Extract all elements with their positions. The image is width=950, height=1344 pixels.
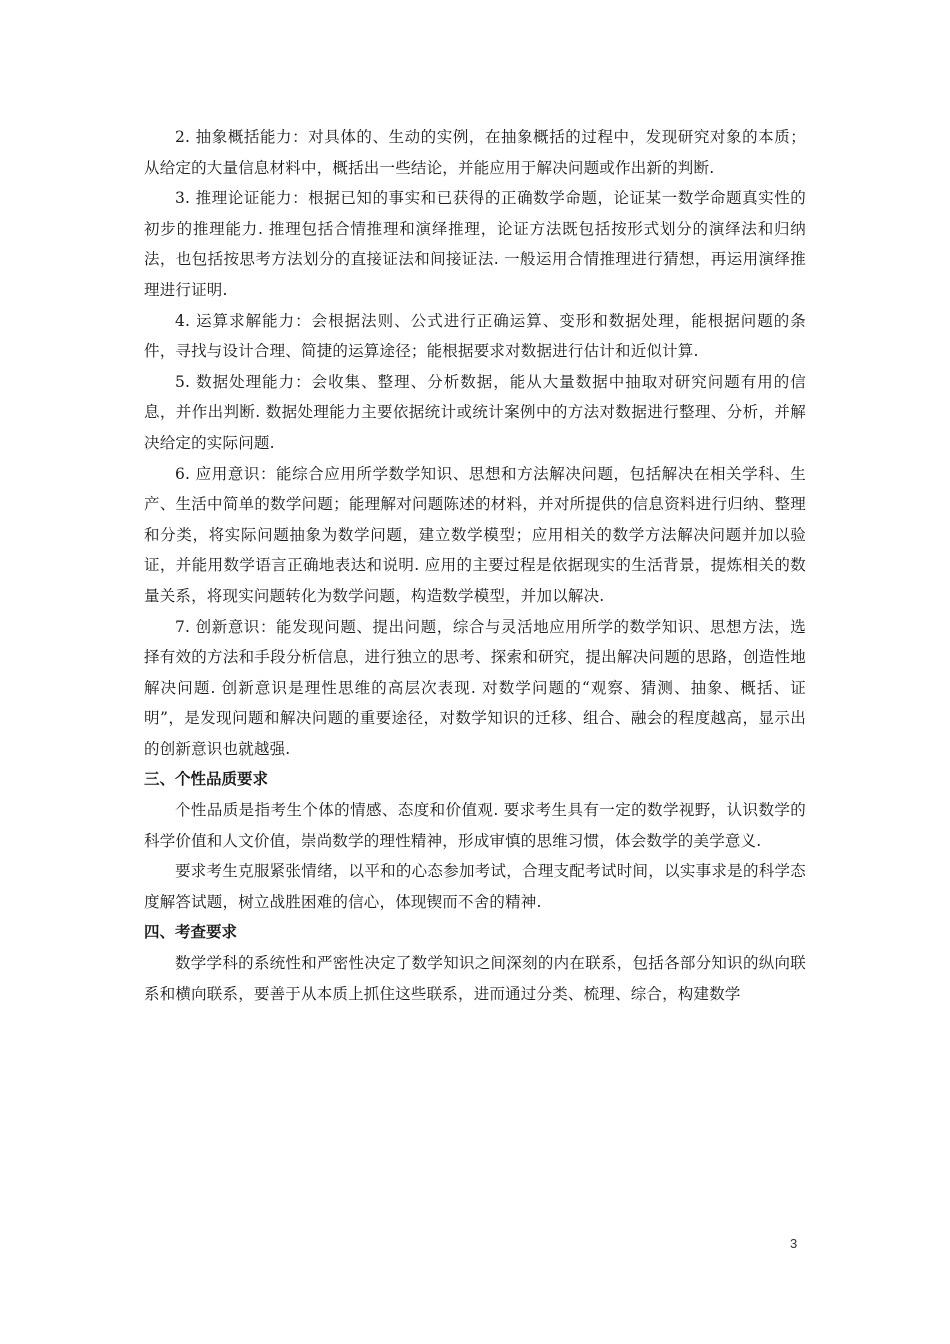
paragraph-innovation-awareness: 7. 创新意识：能发现问题、提出问题，综合与灵活地应用所学的数学知识、思想方法，选择有效的方法和手段分析信息，进行独立的思考、探索和研究，提出解决问题的思路，创造性地解决问题. 创新意识是理性思维的高层次表现. 对数学问题的“观察、猜测、抽象、概括、证明”，是发现问题和解决问题的重要途径，对数学知识的迁移、组合、融会的程度越高，显示出的创新意识也就越强. [144,617,806,758]
paragraph-math-systematic: 数学学科的系统性和严密性决定了数学知识之间深刻的内在联系，包括各部分知识的纵向联系和横向联系，要善于从本质上抓住这些联系，进而通过分类、梳理、综合，构建数学 [144,954,806,1003]
paragraph-data-processing-ability: 5. 数据处理能力：会收集、整理、分析数据，能从大量数据中抽取对研究问题有用的信息，并作出判断. 数据处理能力主要依据统计或统计案例中的方法对数据进行整理、分析，并解决给定的实际问题. [144,372,806,452]
paragraph-reasoning-ability: 3. 推理论证能力：根据已知的事实和已获得的正确数学命题，论证某一数学命题真实性的初步的推理能力. 推理包括合情推理和演绎推理，论证方法既包括按形式划分的演绎法和归纳法，也包括按思考方法划分的直接证法和间接证法. 一般运用合情推理进行猜想，再运用演绎推理进行证明. [144,189,806,299]
section-heading-personal-quality: 三、个性品质要求 [144,770,269,789]
paragraph-exam-attitude: 要求考生克服紧张情绪，以平和的心态参加考试，合理支配考试时间，以实事求是的科学态度解答试题，树立战胜困难的信心，体现锲而不舍的精神. [144,862,806,911]
paragraph-computation-ability: 4. 运算求解能力：会根据法则、公式进行正确运算、变形和数据处理，能根据问题的条件，寻找与设计合理、简捷的运算途径；能根据要求对数据进行估计和近似计算. [144,311,806,361]
section-heading-exam-requirements: 四、考查要求 [144,923,238,942]
document-body [144,122,806,1009]
page-number: 3 [790,1236,798,1251]
paragraph-application-awareness: 6. 应用意识：能综合应用所学数学知识、思想和方法解决问题，包括解决在相关学科、生产、生活中简单的数学问题；能理解对问题陈述的材料，并对所提供的信息资料进行归纳、整理和分类，将实际问题抽象为数学问题，建立数学模型；应用相关的数学方法解决问题并加以验证，并能用数学语言正确地表达和说明. 应用的主要过程是依据现实的生活背景，提炼相关的数量关系，将现实问题转化为数学问题，构造数学模型，并加以解决. [144,464,806,605]
paragraph-personal-quality-definition: 个性品质是指考生个体的情感、态度和价值观. 要求考生具有一定的数学视野，认识数学的科学价值和人文价值，崇尚数学的理性精神，形成审慎的思维习惯，体会数学的美学意义. [144,801,806,850]
paragraph-abstraction-ability: 2. 抽象概括能力：对具体的、生动的实例，在抽象概括的过程中，发现研究对象的本质；从给定的大量信息材料中，概括出一些结论，并能应用于解决问题或作出新的判断. [144,128,806,177]
